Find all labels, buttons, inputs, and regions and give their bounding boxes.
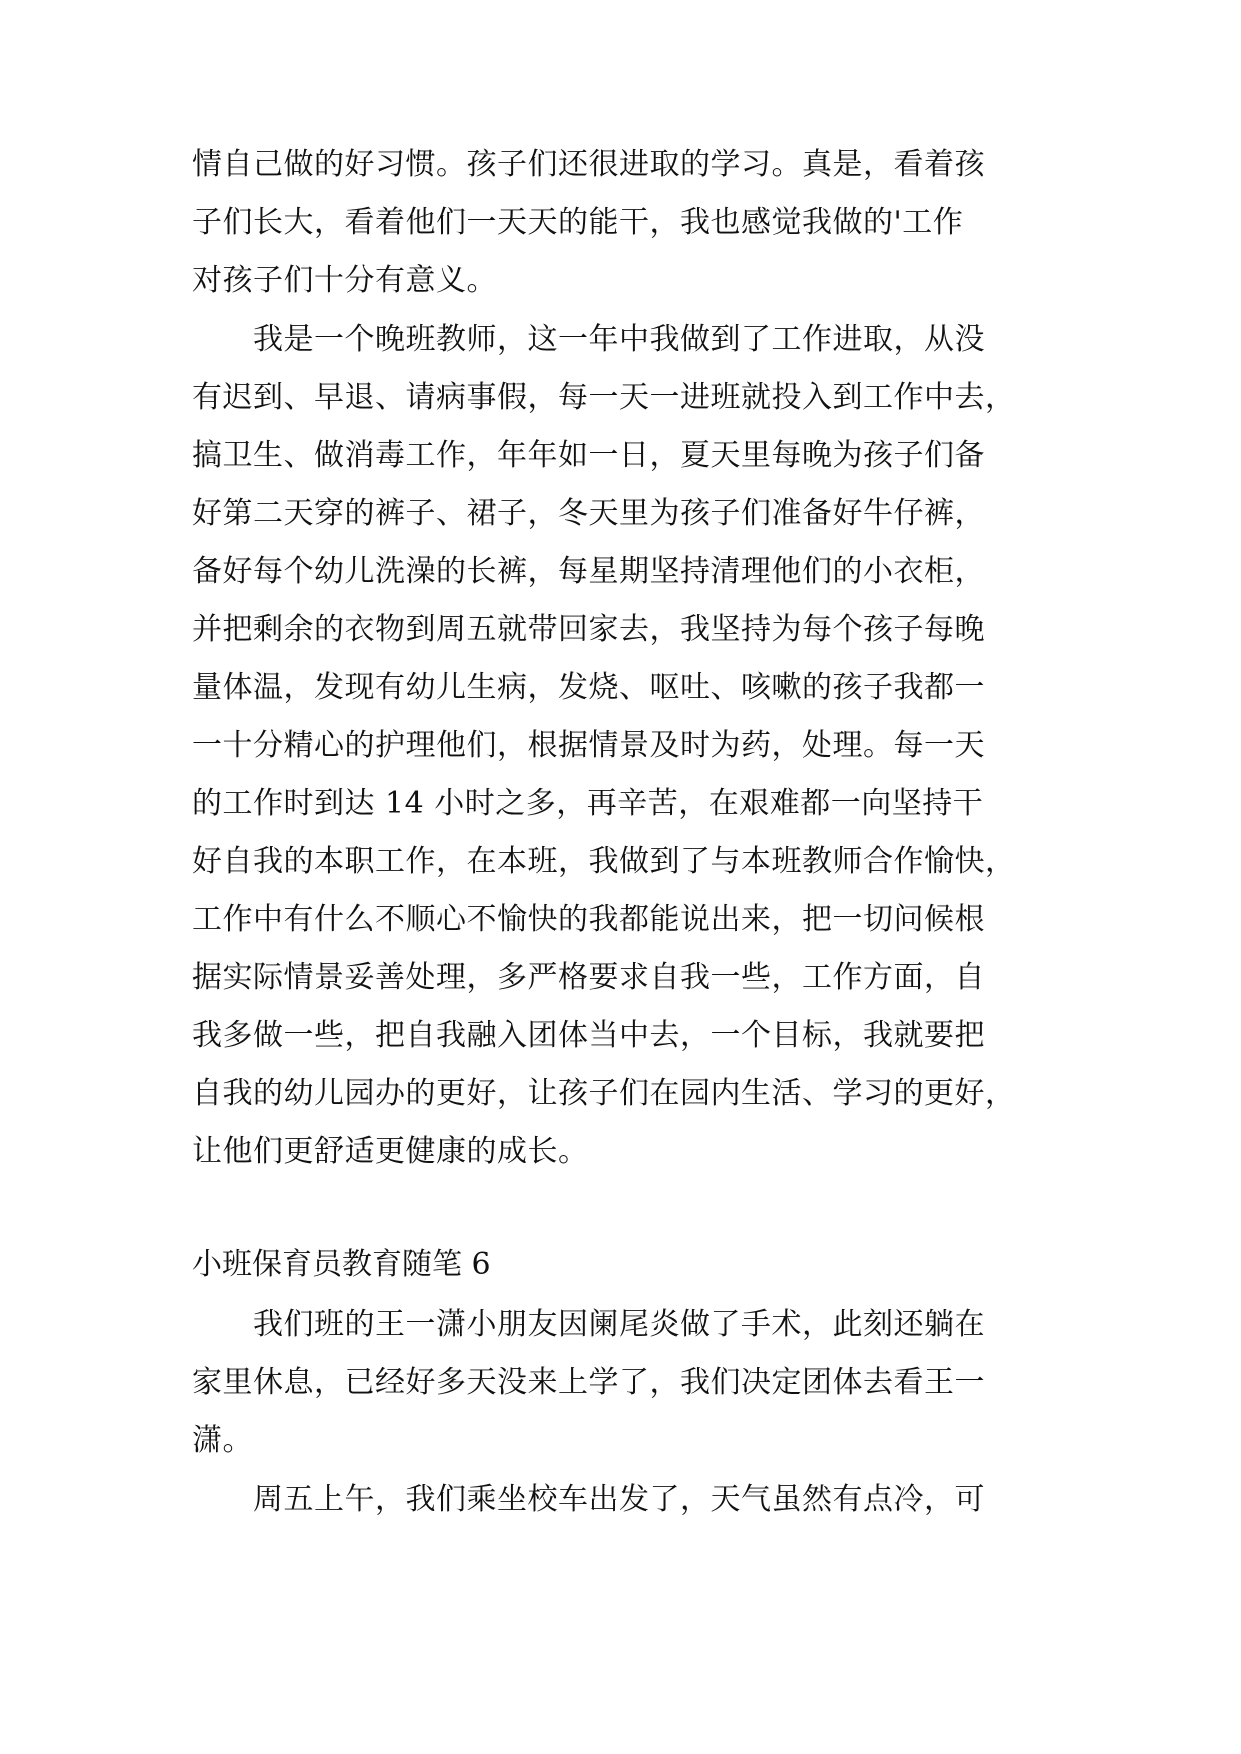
text-line: 让他们更舒适更健康的成长。	[192, 1134, 589, 1169]
section-heading: 小班保育员教育随笔 6	[192, 1247, 491, 1282]
text-line: 据实际情景妥善处理，多严格要求自我一些，工作方面，自	[192, 960, 985, 995]
text-line: 情自己做的好习惯。孩子们还很进取的学习。真是，看着孩	[192, 147, 985, 182]
text-line: 量体温，发现有幼儿生病，发烧、呕吐、咳嗽的孩子我都一	[192, 670, 985, 705]
text-line: 周五上午，我们乘坐校车出发了，天气虽然有点冷，可	[192, 1482, 985, 1517]
text-line: 家里休息，已经好多天没来上学了，我们决定团体去看王一	[192, 1365, 985, 1400]
text-line: 备好每个幼儿洗澡的长裤，每星期坚持清理他们的小衣柜，	[192, 554, 985, 589]
text-line: 有迟到、早退、请病事假，每一天一进班就投入到工作中去，	[192, 380, 1016, 415]
text-line: 自我的幼儿园办的更好，让孩子们在园内生活、学习的更好，	[192, 1076, 1016, 1111]
text-line: 我多做一些，把自我融入团体当中去，一个目标，我就要把	[192, 1018, 985, 1053]
text-line: 子们长大，看着他们一天天的能干，我也感觉我做的'工作	[192, 205, 964, 240]
text-line: 我是一个晚班教师，这一年中我做到了工作进取，从没	[192, 322, 985, 357]
text-line: 对孩子们十分有意义。	[192, 263, 497, 298]
text-line: 我们班的王一潇小朋友因阑尾炎做了手术，此刻还躺在	[192, 1307, 985, 1342]
text-line: 工作中有什么不顺心不愉快的我都能说出来，把一切问候根	[192, 902, 985, 937]
text-line: 好第二天穿的裤子、裙子，冬天里为孩子们准备好牛仔裤，	[192, 496, 985, 531]
text-line: 潇。	[192, 1423, 253, 1458]
text-line: 一十分精心的护理他们，根据情景及时为药，处理。每一天	[192, 728, 985, 763]
text-line: 的工作时到达 14 小时之多，再辛苦，在艰难都一向坚持干	[192, 786, 984, 821]
text-line: 好自我的本职工作，在本班，我做到了与本班教师合作愉快，	[192, 844, 1016, 879]
text-line: 并把剩余的衣物到周五就带回家去，我坚持为每个孩子每晚	[192, 612, 985, 647]
text-line: 搞卫生、做消毒工作，年年如一日，夏天里每晚为孩子们备	[192, 438, 985, 473]
